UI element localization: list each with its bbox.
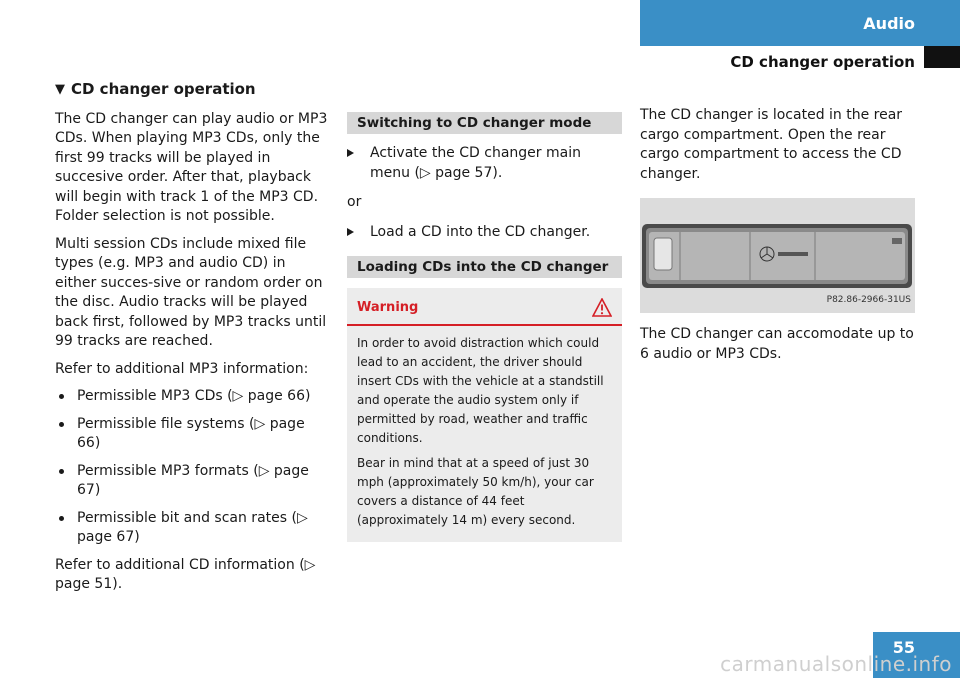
list-item: Permissible MP3 CDs (▷ page 66) [55, 387, 330, 407]
location-paragraph: The CD changer is located in the rear cargo compartment. Open the rear cargo compartment to access the CD changer. [640, 107, 903, 182]
warning-triangle-icon [592, 298, 612, 317]
list-item: Permissible file systems (▷ page 66) [55, 415, 330, 454]
column-left [55, 80, 330, 603]
warning-paragraph: Bear in mind that at a speed of just 30 mph (approximately 50 km/h), your car covers a distance of 44 feet (approximately 14 m) every second. [357, 455, 594, 527]
section-heading-text: CD changer operation [71, 80, 256, 98]
intro-paragraph: The CD changer can play audio or MP3 CDs. When playing MP3 CDs, only the first 99 tracks will be played in succesive order. After that, playback will begin with track 1 of the MP3 CD. Folder selection is not possible. [55, 110, 328, 224]
arrow-right-icon [347, 223, 358, 243]
list-item: Permissible bit and scan rates (▷ page 67) [55, 509, 330, 548]
multisession-paragraph: Multi session CDs include mixed file types (e.g. MP3 and audio CD) in either succes-sive or random order on the disc. Audio tracks will be played back first, followed by MP3 tracks until 99 tracks are reached. [55, 235, 327, 349]
mp3-info-list [55, 387, 330, 548]
triangle-down-icon: ▼ [55, 82, 65, 97]
step-text: Load a CD into the CD changer. [370, 223, 591, 240]
warning-box [347, 288, 622, 542]
warning-body [347, 326, 622, 542]
step-item [347, 144, 622, 183]
mp3-info-paragraph: Refer to additional MP3 information: [55, 360, 309, 377]
page-number: 55 [873, 632, 960, 678]
header-marker [924, 46, 960, 68]
capacity-paragraph: The CD changer can accomodate up to 6 audio or MP3 CDs. [640, 326, 914, 362]
section-heading [55, 80, 330, 100]
chapter-tab [640, 0, 960, 46]
section-title: CD changer operation [730, 53, 915, 71]
column-right [640, 106, 915, 372]
arrow-right-icon [347, 144, 358, 183]
step-item [347, 223, 622, 243]
list-item: Permissible MP3 formats (▷ page 67) [55, 462, 330, 501]
warning-header [347, 288, 622, 326]
cd-info-paragraph: Refer to additional CD information (▷ page 51). [55, 556, 316, 592]
warning-paragraph: In order to avoid distraction which could lead to an accident, the driver should insert CDs with the vehicle at a standstill and operate the audio system only if permitted by road, weather and traffic conditions. [357, 335, 604, 445]
warning-title: Warning [357, 300, 419, 315]
photo-caption: P82.86-2966-31US [826, 294, 911, 305]
step-text: Activate the CD changer main menu (▷ page 57). [370, 145, 581, 181]
column-middle [347, 112, 622, 542]
watermark: carmanualsonline.info [720, 652, 952, 676]
chapter-title: Audio [863, 13, 915, 33]
cd-changer-photo [640, 198, 915, 313]
or-text: or [347, 194, 362, 210]
subheading-loading: Loading CDs into the CD changer [347, 256, 622, 278]
subheading-switching: Switching to CD changer mode [347, 112, 622, 134]
